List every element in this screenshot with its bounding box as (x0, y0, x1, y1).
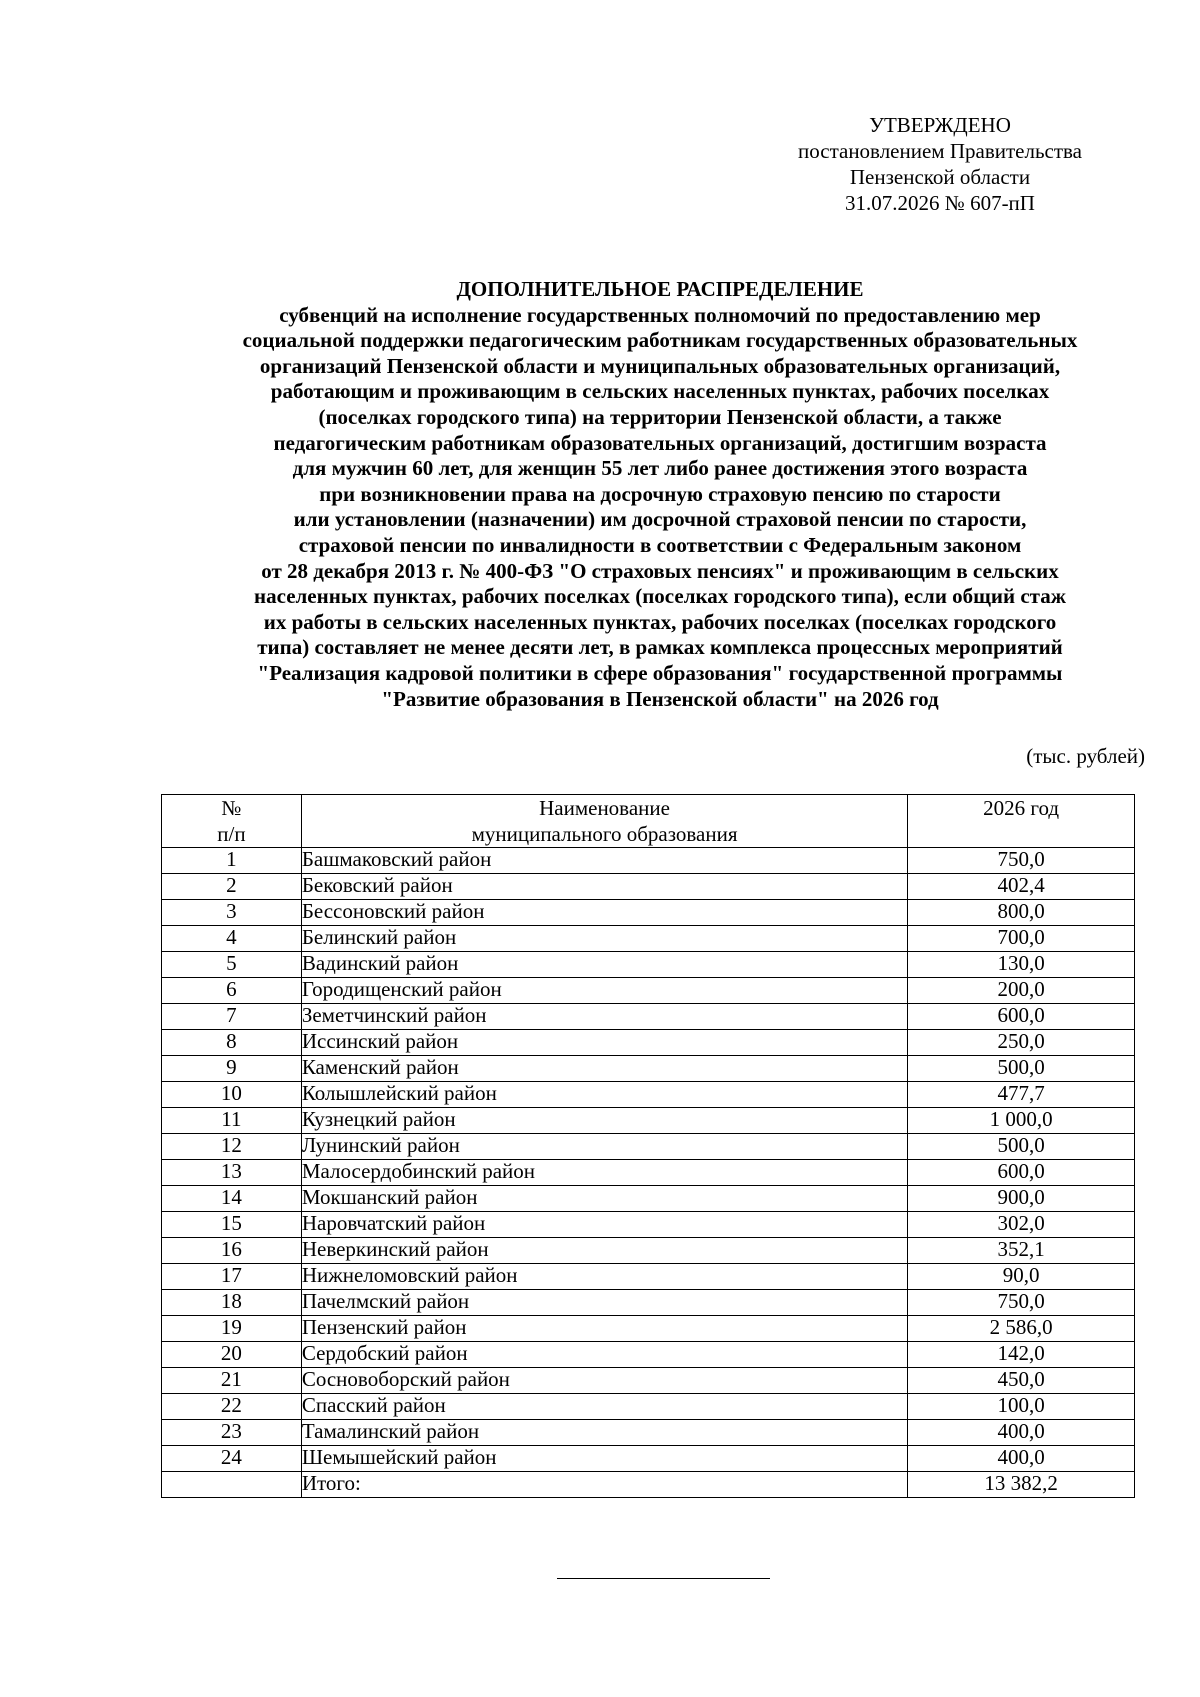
row-municipality: Бессоновский район (301, 900, 907, 926)
table-row (162, 926, 1135, 952)
distribution-table (161, 794, 1135, 1498)
table-row (162, 1316, 1135, 1342)
header-year (908, 795, 1135, 848)
row-amount: 900,0 (908, 1186, 1135, 1212)
row-amount: 500,0 (908, 1056, 1135, 1082)
row-municipality: Лунинский район (301, 1134, 907, 1160)
total-number (162, 1472, 302, 1498)
row-municipality: Белинский район (301, 926, 907, 952)
table-row (162, 1160, 1135, 1186)
row-number: 5 (162, 952, 302, 978)
row-municipality: Мокшанский район (301, 1186, 907, 1212)
table-row (162, 1108, 1135, 1134)
approval-heading: УТВЕРЖДЕНО (869, 113, 1011, 137)
table-row (162, 978, 1135, 1004)
table-row (162, 1394, 1135, 1420)
approval-block (760, 112, 1120, 216)
title-line: типа) составляет не менее десяти лет, в рамках комплекса процессных мероприятий (257, 635, 1063, 660)
row-number: 6 (162, 978, 302, 1004)
title-line: от 28 декабря 2013 г. № 400-ФЗ "О страховых пенсиях" и проживающим в сельских (261, 558, 1059, 583)
row-number: 4 (162, 926, 302, 952)
table-row (162, 952, 1135, 978)
row-municipality: Шемышейский район (301, 1446, 907, 1472)
row-amount: 477,7 (908, 1082, 1135, 1108)
row-number: 10 (162, 1082, 302, 1108)
title-line: для мужчин 60 лет, для женщин 55 лет либо ранее достижения этого возраста (292, 456, 1028, 481)
header-municipality (301, 795, 907, 848)
row-amount: 750,0 (908, 848, 1135, 874)
title-line: их работы в сельских населенных пунктах, рабочих поселках (поселках городского (263, 609, 1057, 634)
row-amount: 400,0 (908, 1446, 1135, 1472)
table-body (162, 848, 1135, 1498)
document-title (110, 277, 1200, 712)
row-municipality: Пачелмский район (301, 1290, 907, 1316)
table-row (162, 1446, 1135, 1472)
title-line: организаций Пензенской области и муниципальных образовательных организаций, (259, 353, 1061, 378)
row-municipality: Каменский район (301, 1056, 907, 1082)
row-amount: 250,0 (908, 1030, 1135, 1056)
row-amount: 2 586,0 (908, 1316, 1135, 1342)
row-municipality: Сердобский район (301, 1342, 907, 1368)
row-municipality: Колышлейский район (301, 1082, 907, 1108)
row-municipality: Неверкинский район (301, 1238, 907, 1264)
title-heading: ДОПОЛНИТЕЛЬНОЕ РАСПРЕДЕЛЕНИЕ (456, 277, 864, 301)
table-row (162, 1342, 1135, 1368)
row-number: 19 (162, 1316, 302, 1342)
header-number-line2: п/п (217, 822, 246, 846)
row-amount: 600,0 (908, 1160, 1135, 1186)
row-number: 15 (162, 1212, 302, 1238)
row-municipality: Пензенский район (301, 1316, 907, 1342)
row-number: 3 (162, 900, 302, 926)
total-label: Итого: (301, 1472, 907, 1498)
header-municipality-line1: Наименование (539, 796, 670, 820)
row-number: 18 (162, 1290, 302, 1316)
row-amount: 352,1 (908, 1238, 1135, 1264)
row-number: 17 (162, 1264, 302, 1290)
row-number: 14 (162, 1186, 302, 1212)
title-line: "Реализация кадровой политики в сфере образования" государственной программы (257, 660, 1063, 685)
row-amount: 142,0 (908, 1342, 1135, 1368)
row-number: 7 (162, 1004, 302, 1030)
table-row (162, 1238, 1135, 1264)
row-municipality: Спасский район (301, 1394, 907, 1420)
table-header-row (162, 795, 1135, 848)
row-amount: 200,0 (908, 978, 1135, 1004)
row-amount: 750,0 (908, 1290, 1135, 1316)
row-municipality: Кузнецкий район (301, 1108, 907, 1134)
row-amount: 500,0 (908, 1134, 1135, 1160)
row-number: 13 (162, 1160, 302, 1186)
row-amount: 402,4 (908, 874, 1135, 900)
row-number: 1 (162, 848, 302, 874)
row-municipality: Сосновоборский район (301, 1368, 907, 1394)
row-municipality: Бековский район (301, 874, 907, 900)
row-amount: 130,0 (908, 952, 1135, 978)
title-line: при возникновении права на досрочную страховую пенсию по старости (319, 481, 1001, 506)
row-amount: 800,0 (908, 900, 1135, 926)
table-row (162, 1420, 1135, 1446)
header-municipality-line2: муниципального образования (471, 822, 738, 846)
row-amount: 1 000,0 (908, 1108, 1135, 1134)
table-row (162, 874, 1135, 900)
row-municipality: Вадинский район (301, 952, 907, 978)
row-municipality: Иссинский район (301, 1030, 907, 1056)
row-number: 9 (162, 1056, 302, 1082)
total-amount: 13 382,2 (908, 1472, 1135, 1498)
row-number: 24 (162, 1446, 302, 1472)
closing-divider (557, 1578, 770, 1579)
row-amount: 450,0 (908, 1368, 1135, 1394)
row-number: 22 (162, 1394, 302, 1420)
row-municipality: Нижнеломовский район (301, 1264, 907, 1290)
row-amount: 700,0 (908, 926, 1135, 952)
row-number: 21 (162, 1368, 302, 1394)
table-row (162, 848, 1135, 874)
row-number: 8 (162, 1030, 302, 1056)
row-amount: 600,0 (908, 1004, 1135, 1030)
row-number: 11 (162, 1108, 302, 1134)
table-row (162, 1134, 1135, 1160)
row-municipality: Городищенский район (301, 978, 907, 1004)
row-number: 16 (162, 1238, 302, 1264)
table-row (162, 1004, 1135, 1030)
approval-date-number: 31.07.2026 № 607-пП (845, 191, 1035, 215)
table-total-row (162, 1472, 1135, 1498)
row-amount: 302,0 (908, 1212, 1135, 1238)
approval-region-line: Пензенской области (849, 165, 1031, 189)
table-row (162, 1186, 1135, 1212)
row-municipality: Тамалинский район (301, 1420, 907, 1446)
row-number: 23 (162, 1420, 302, 1446)
row-municipality: Наровчатский район (301, 1212, 907, 1238)
table-row (162, 1212, 1135, 1238)
title-line: социальной поддержки педагогическим работникам государственных образовательных (242, 328, 1078, 353)
title-line: (поселках городского типа) на территории Пензенской области, а также (318, 404, 1002, 429)
table-row (162, 1082, 1135, 1108)
title-line: населенных пунктах, рабочих поселках (поселках городского типа), если общий стаж (254, 584, 1066, 609)
row-municipality: Башмаковский район (301, 848, 907, 874)
row-amount: 100,0 (908, 1394, 1135, 1420)
header-year-label: 2026 год (983, 796, 1060, 820)
table-row (162, 1056, 1135, 1082)
title-line: или установлении (назначении) им досрочной страховой пенсии по старости, (293, 507, 1027, 532)
header-number (162, 795, 302, 848)
table-row (162, 900, 1135, 926)
title-line: "Развитие образования в Пензенской области" на 2026 год (381, 686, 939, 711)
row-number: 20 (162, 1342, 302, 1368)
row-municipality: Малосердобинский район (301, 1160, 907, 1186)
row-amount: 90,0 (908, 1264, 1135, 1290)
table-row (162, 1368, 1135, 1394)
header-number-line1: № (221, 796, 242, 820)
approval-decree-line: постановлением Правительства (797, 139, 1082, 163)
table-row (162, 1030, 1135, 1056)
row-number: 12 (162, 1134, 302, 1160)
title-line: субвенций на исполнение государственных полномочий по предоставлению мер (279, 302, 1041, 327)
units-label: (тыс. рублей) (1026, 744, 1145, 768)
title-line: педагогическим работникам образовательных организаций, достигшим возраста (273, 430, 1047, 455)
table-row (162, 1290, 1135, 1316)
table-row (162, 1264, 1135, 1290)
title-line: страховой пенсии по инвалидности в соответствии с Федеральным законом (298, 532, 1022, 557)
title-line: работающим и проживающим в сельских населенных пунктах, рабочих поселках (270, 379, 1050, 404)
row-number: 2 (162, 874, 302, 900)
row-municipality: Земетчинский район (301, 1004, 907, 1030)
row-amount: 400,0 (908, 1420, 1135, 1446)
